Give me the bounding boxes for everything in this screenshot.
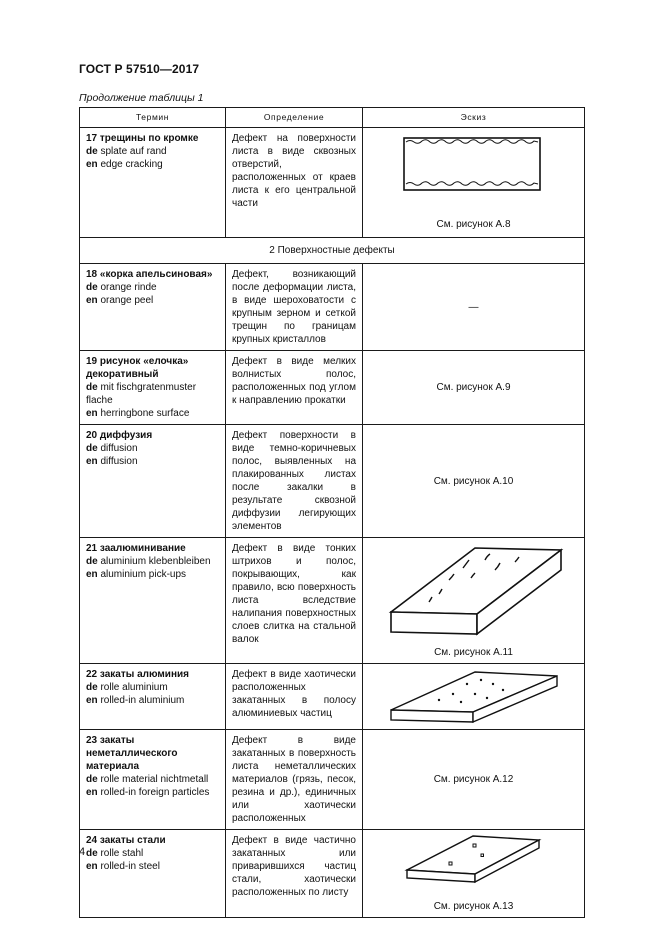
page-number: 4 <box>79 846 86 858</box>
definition-cell: Дефект в виде частично закатанных или приварившихся частиц стали, хаотически расположенных по листу <box>226 830 363 918</box>
definition-cell: Дефект в виде мелких волнистых полос, расположенных под углом к направлению прокатки <box>226 351 363 425</box>
term-cell: 24 закаты стали de rolle stahl en rolled-in steel <box>80 830 226 918</box>
table-row <box>80 128 585 238</box>
sketch-cell <box>363 830 585 918</box>
standard-header: ГОСТ Р 57510—2017 <box>79 62 200 76</box>
sketch-cell <box>363 664 585 730</box>
term-cell: 19 рисунок «елочка» декоративный de mit fischgratenmuster flache en herringbone surface <box>80 351 226 425</box>
term-cell: 23 закаты неметаллического материала de rolle material nichtmetall en rolled-in foreign particles <box>80 730 226 830</box>
rolled-in-steel-sketch-icon <box>403 834 553 894</box>
table-row <box>80 830 585 918</box>
sketch-cell <box>363 538 585 664</box>
sketch-cell <box>363 128 585 238</box>
definition-cell: Дефект в виде тонких штрихов и полос, покрывающих, как правило, всю поверхность листа вследствие налипания поверхностных слоев слитка на стальной валок <box>226 538 363 664</box>
table-row <box>80 425 585 538</box>
term-cell: 20 диффузия de diffusion en diffusion <box>80 425 226 538</box>
sketch-caption: См. рисунок А.9 <box>363 351 585 425</box>
table-header-row <box>80 108 585 128</box>
column-header-term: Термин <box>80 108 226 128</box>
definition-cell: Дефект в виде закатанных в поверхность листа неметаллических материалов (грязь, песок, резина и др.), единичных или хаотически расположенных <box>226 730 363 830</box>
table-row <box>80 351 585 425</box>
column-header-sketch: Эскиз <box>363 108 585 128</box>
section-row <box>80 238 585 264</box>
rolled-in-aluminium-sketch-icon <box>383 668 573 728</box>
term-cell: 22 закаты алюминия de rolle aluminium en rolled-in aluminium <box>80 664 226 730</box>
definition-cell: Дефект на поверхности листа в виде сквозных отверстий, расположенных от краев листа к его центральной части <box>226 128 363 238</box>
sketch-cell: — <box>363 264 585 351</box>
section-title: 2 Поверхностные дефекты <box>80 238 585 264</box>
table-row <box>80 730 585 830</box>
definition-cell: Дефект, возникающий после деформации листа, в виде шероховатости с крупным зерном и сеткой трещин по границам крупных кристаллов <box>226 264 363 351</box>
term-cell: 18 «корка апельсиновая» de orange rinde en orange peel <box>80 264 226 351</box>
term-cell: 21 заалюминивание de aluminium klebenbleiben en aluminium pick-ups <box>80 538 226 664</box>
term-cell: 17 трещины по кромке de splate auf rand en edge cracking <box>80 128 226 238</box>
table-caption: Продолжение таблицы 1 <box>79 92 204 104</box>
sketch-caption: См. рисунок А.11 <box>434 647 513 658</box>
terms-table <box>79 107 585 918</box>
sketch-caption: См. рисунок А.10 <box>363 425 585 538</box>
table-row <box>80 664 585 730</box>
definition-cell: Дефект поверхности в виде темно-коричневых полос, выявленных на плакированных листах после закалки в результате сквозной диффузии легирующих элементов <box>226 425 363 538</box>
edge-cracking-sketch-icon <box>402 136 542 196</box>
sketch-caption: См. рисунок А.12 <box>363 730 585 830</box>
column-header-definition: Определение <box>226 108 363 128</box>
table-row <box>80 264 585 351</box>
sketch-caption: См. рисунок А.13 <box>433 901 514 912</box>
table-row <box>80 538 585 664</box>
aluminium-plate-sketch-icon <box>381 542 571 642</box>
definition-cell: Дефект в виде хаотически расположенных закатанных в полосу алюминиевых частиц <box>226 664 363 730</box>
sketch-caption: См. рисунок А.8 <box>436 219 511 230</box>
